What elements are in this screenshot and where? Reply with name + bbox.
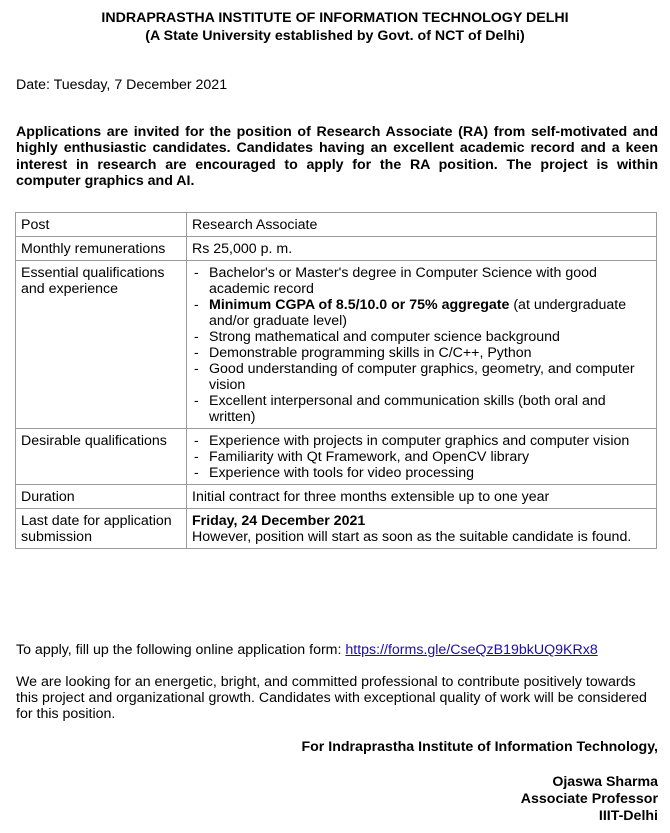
list-item: - Experience with tools for video processing — [192, 465, 651, 481]
list-item — [192, 297, 651, 329]
table-row-post — [16, 213, 657, 237]
intro-paragraph: Applications are invited for the position of Research Associate (RA) from self-motivated and highly enthusiastic candidates. Candidates having an excellent academic record and a keen interest in research are encouraged to apply for the RA position. The project is within computer graphics and AI. — [16, 124, 658, 189]
essential-list — [192, 265, 651, 425]
last-date-value — [187, 509, 657, 549]
list-item: - Good understanding of computer graphics, geometry, and computer vision — [192, 361, 651, 393]
remuneration-value: Rs 25,000 p. m. — [187, 237, 657, 261]
signatory-name: Ojaswa Sharma — [552, 774, 658, 790]
list-item: - Demonstrable programming skills in C/C++, Python — [192, 345, 651, 361]
last-date-note: However, position will start as soon as the suitable candidate is found. — [192, 529, 632, 545]
cgpa-requirement-note: (at undergraduate and/or graduate level) — [209, 297, 627, 329]
cgpa-requirement: Minimum CGPA of 8.5/10.0 or 75% aggregate — [209, 297, 510, 313]
notice-date: Date: Tuesday, 7 December 2021 — [16, 77, 228, 93]
apply-line — [16, 642, 658, 658]
table-row-essential — [16, 261, 657, 429]
institute-title: INDRAPRASTHA INSTITUTE OF INFORMATION TECHNOLOGY DELHI — [101, 10, 569, 26]
essential-value — [187, 261, 657, 429]
last-date-label: Last date for application submission — [16, 509, 187, 549]
apply-text: To apply, fill up the following online application form: — [16, 642, 346, 658]
list-item: - Experience with projects in computer graphics and computer vision — [192, 433, 651, 449]
last-date: Friday, 24 December 2021 — [192, 513, 366, 529]
table-row-duration — [16, 485, 657, 509]
table-row-last-date — [16, 509, 657, 549]
list-item: - Strong mathematical and computer science background — [192, 329, 651, 345]
essential-label: Essential qualifications and experience — [16, 261, 187, 429]
list-item: - Bachelor's or Master's degree in Computer Science with good academic record — [192, 265, 651, 297]
desirable-label: Desirable qualifications — [16, 429, 187, 485]
signatory-title: Associate Professor — [520, 791, 658, 807]
table-row-desirable — [16, 429, 657, 485]
closing-paragraph: We are looking for an energetic, bright, and committed professional to contribute positively towards this project and organizational growth. Candidates with exceptional quality of work will be considered for this position. — [16, 674, 647, 722]
signatory-org: IIIT-Delhi — [598, 808, 658, 824]
duration-label: Duration — [16, 485, 187, 509]
post-value: Research Associate — [187, 213, 657, 237]
application-form-link[interactable]: https://forms.gle/CseQzB19bkUQ9KRx8 — [345, 642, 598, 658]
duration-value: Initial contract for three months extensible up to one year — [187, 485, 657, 509]
position-details-table — [15, 212, 657, 549]
desirable-value — [187, 429, 657, 485]
signature-for: For Indraprastha Institute of Information Technology, — [301, 739, 658, 755]
list-item: - Familiarity with Qt Framework, and OpenCV library — [192, 449, 651, 465]
institute-subtitle: (A State University established by Govt. of NCT of Delhi) — [145, 28, 525, 44]
post-label: Post — [16, 213, 187, 237]
table-row-remuneration — [16, 237, 657, 261]
list-item: - Excellent interpersonal and communication skills (both oral and written) — [192, 393, 651, 425]
desirable-list — [192, 433, 651, 481]
remuneration-label: Monthly remunerations — [16, 237, 187, 261]
